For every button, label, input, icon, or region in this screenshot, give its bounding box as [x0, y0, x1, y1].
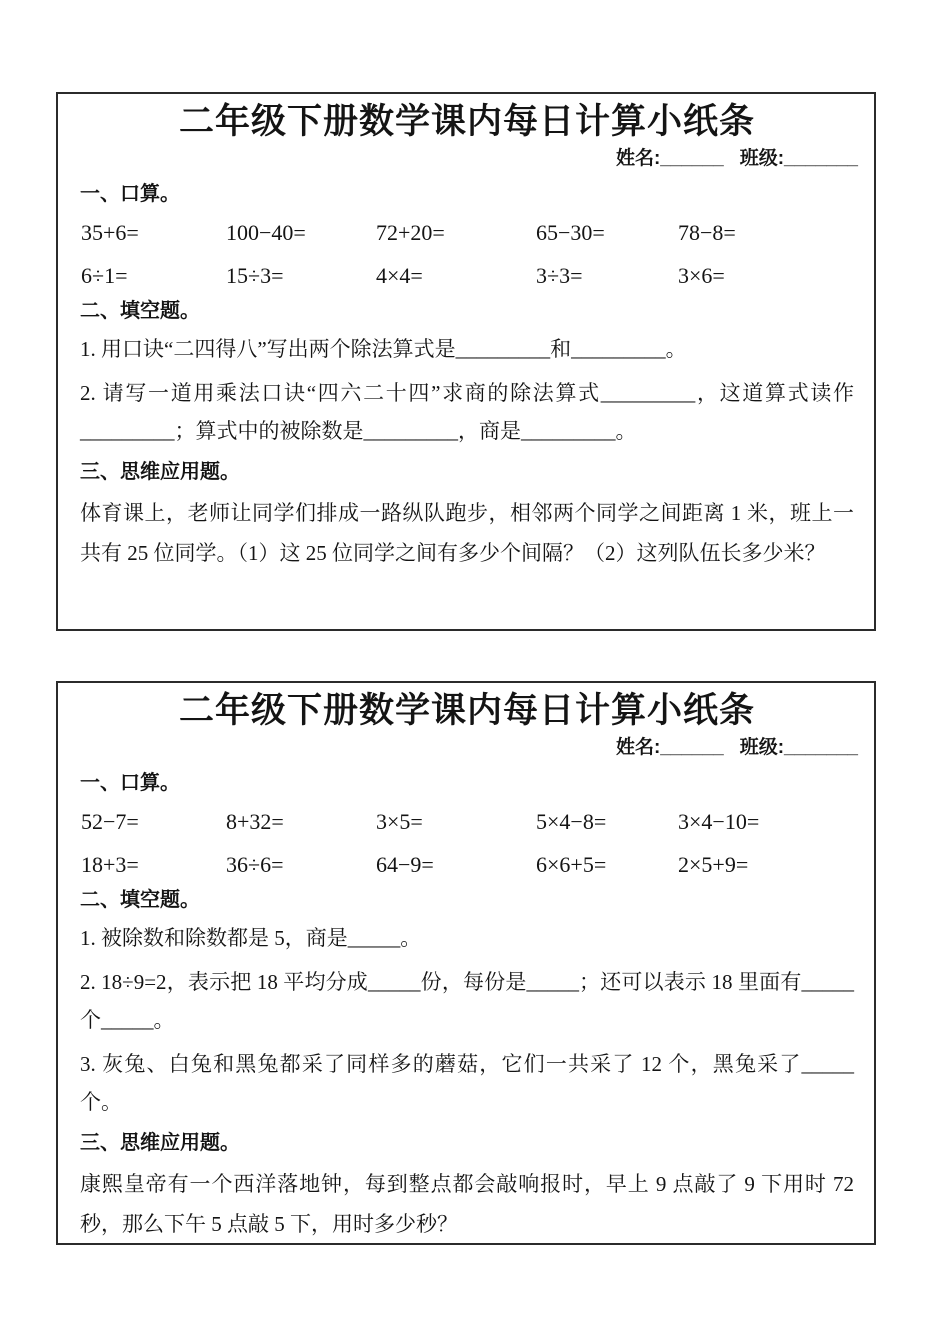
fill-section-heading: 二、填空题。 [80, 889, 200, 911]
oral-problem: 6÷1= [81, 263, 128, 288]
oral-problem: 4×4= [376, 263, 423, 288]
oral-section-heading: 一、口算。 [80, 183, 180, 205]
name-class-row [80, 735, 858, 761]
oral-problem: 52−7= [81, 809, 139, 834]
name-label: 姓名: [615, 148, 661, 169]
oral-section-heading: 一、口算。 [80, 772, 180, 794]
oral-problems-grid [81, 220, 854, 289]
apply-problem-text: 体育课上，老师让同学们排成一路纵队跑步，相邻两个同学之间距离 1 米，班上一共有 25 位同学。（1）这 25 位同学之间有多少个间隔？（2）这列队伍长多少米？ [80, 501, 854, 565]
fill-item-3: 3. 灰兔、白兔和黑兔都采了同样多的蘑菇，它们一共采了 12 个，黑兔采了_____个。 [80, 1052, 854, 1114]
fill-item-2: 2. 请写一道用乘法口诀“四六二十四”求商的除法算式_________，这道算式读作_________；算式中的被除数是_________，商是_________。 [80, 381, 854, 443]
oral-problem: 64−9= [376, 852, 434, 877]
oral-problem: 18+3= [81, 852, 139, 877]
oral-problem: 100−40= [226, 220, 306, 245]
class-label: 班级: [739, 737, 785, 758]
oral-problem: 35+6= [81, 220, 139, 245]
oral-problem: 6×6+5= [536, 852, 607, 877]
fill-item-2: 2. 18÷9=2，表示把 18 平均分成_____份，每份是_____；还可以表示 18 里面有_____个_____。 [80, 970, 854, 1032]
class-blank: _______ [784, 148, 858, 169]
worksheet-card-1 [56, 92, 876, 631]
oral-problem: 5×4−8= [536, 809, 607, 834]
name-label: 姓名: [615, 737, 661, 758]
oral-problem: 65−30= [536, 220, 605, 245]
worksheet-card-2 [56, 681, 876, 1245]
apply-problem-text: 康熙皇帝有一个西洋落地钟，每到整点都会敲响报时，早上 9 点敲了 9 下用时 72 秒，那么下午 5 点敲 5 下，用时多少秒？ [80, 1172, 854, 1236]
oral-problem: 2×5+9= [678, 852, 749, 877]
class-label: 班级: [739, 148, 785, 169]
oral-problems-grid [81, 809, 854, 878]
name-blank: ______ [660, 148, 724, 169]
oral-problem: 78−8= [678, 220, 736, 245]
apply-section-heading: 三、思维应用题。 [80, 1132, 240, 1154]
oral-problem: 3×5= [376, 809, 423, 834]
oral-problem: 3×6= [678, 263, 725, 288]
oral-problem: 72+20= [376, 220, 445, 245]
apply-section-heading: 三、思维应用题。 [80, 461, 240, 483]
oral-problem: 3÷3= [536, 263, 583, 288]
oral-problem: 8+32= [226, 809, 284, 834]
fill-section-heading: 二、填空题。 [80, 300, 200, 322]
class-blank: _______ [784, 737, 858, 758]
fill-item-1: 1. 被除数和除数都是 5，商是_____。 [80, 926, 422, 950]
name-blank: ______ [660, 737, 724, 758]
worksheet-title: 二年级下册数学课内每日计算小纸条 [178, 691, 755, 730]
fill-item-1: 1. 用口诀“二四得八”写出两个除法算式是_________和_________。 [80, 337, 687, 361]
oral-problem: 3×4−10= [678, 809, 760, 834]
worksheet-title: 二年级下册数学课内每日计算小纸条 [178, 102, 755, 141]
name-class-row [80, 146, 858, 172]
oral-problem: 15÷3= [226, 263, 284, 288]
oral-problem: 36÷6= [226, 852, 284, 877]
